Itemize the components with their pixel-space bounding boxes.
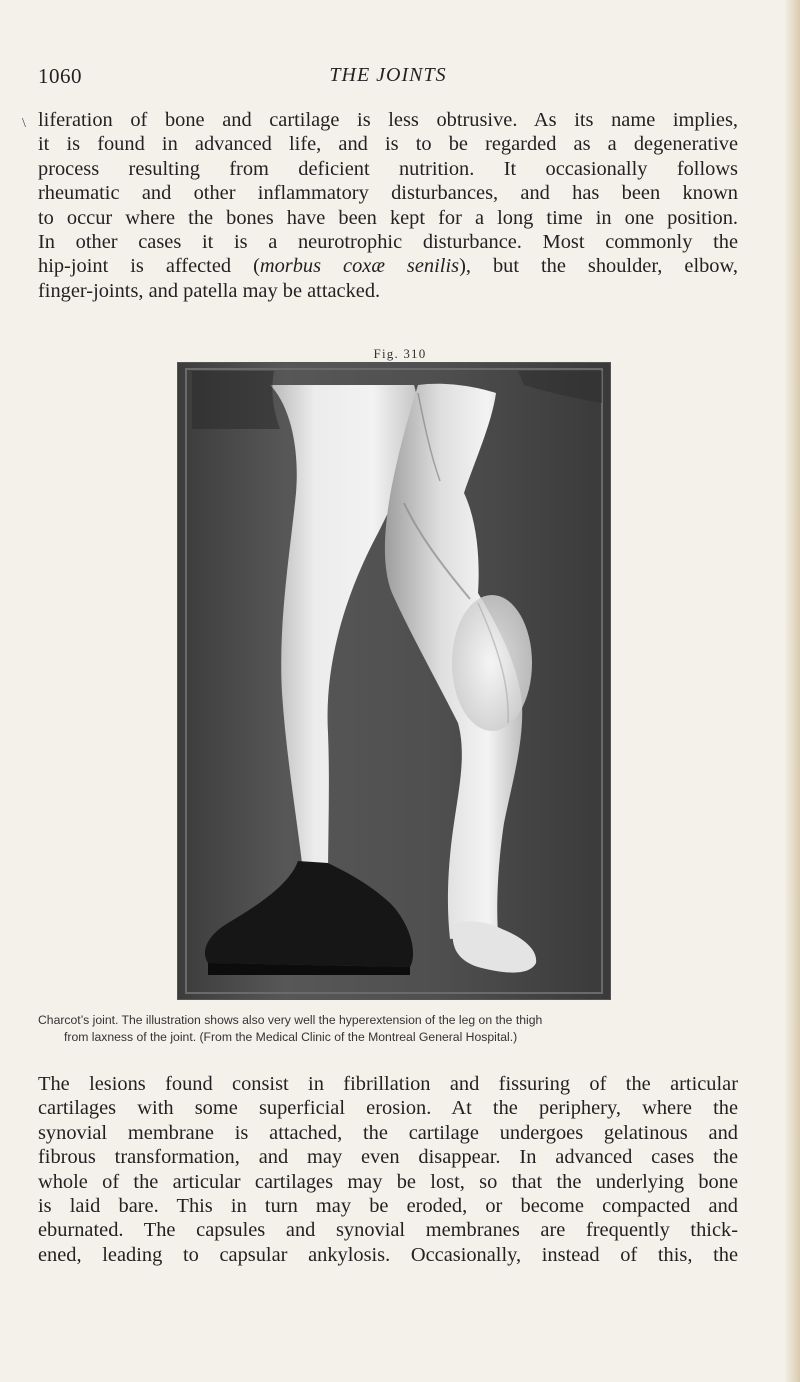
- text-line: rheumatic and other inflammatory disturbances, and has been known: [38, 182, 738, 205]
- text-line: eburnated. The capsules and synovial membranes are frequently thick-: [38, 1219, 738, 1242]
- text-line: fibrous transformation, and may even disappear. In advanced cases the: [38, 1146, 738, 1169]
- text-line: [38, 254, 738, 278]
- text-line: to occur where the bones have been kept for a long time in one position.: [38, 206, 738, 229]
- running-head: [38, 64, 738, 92]
- paragraph-1: [38, 108, 738, 303]
- page-number: 1060: [38, 64, 82, 88]
- text-line: whole of the articular cartilages may be lost, so that the underlying bone: [38, 1170, 738, 1193]
- text-line: The lesions found consist in fibrillation and fissuring of the articular: [38, 1073, 738, 1095]
- italic-term: morbus coxæ senilis: [259, 255, 460, 278]
- leg-photograph: [178, 363, 610, 999]
- margin-mark: \: [22, 116, 26, 131]
- text-fragment: ), but the shoulder, elbow,: [459, 255, 738, 278]
- figure-caption: [38, 1012, 756, 1046]
- figure-photo: [177, 362, 611, 1000]
- text-line: In other cases it is a neurotrophic disturbance. Most commonly the: [38, 231, 738, 254]
- text-line: synovial membrane is attached, the cartilage undergoes gelatinous and: [38, 1121, 738, 1144]
- text-line: is laid bare. This in turn may be eroded, or become compacted and: [38, 1195, 738, 1218]
- text-line: process resulting from deficient nutrition. It occasionally follows: [38, 157, 738, 180]
- text-line: cartilages with some superficial erosion. At the periphery, where the: [38, 1097, 738, 1120]
- text-line: ened, leading to capsular ankylosis. Occasionally, instead of this, the: [38, 1243, 738, 1266]
- running-title: THE JOINTS: [329, 64, 447, 86]
- figure-label: Fig. 310: [373, 346, 427, 361]
- paragraph-2: [38, 1072, 738, 1267]
- caption-line: from laxness of the joint. (From the Medical Clinic of the Montreal General Hospital.): [64, 1030, 518, 1044]
- page-edge-shadow: [784, 0, 800, 1382]
- text-line: finger-joints, and patella may be attacked.: [38, 279, 381, 302]
- text-line: liferation of bone and cartilage is less obtrusive. As its name implies,: [38, 109, 738, 131]
- text-fragment: hip-joint is affected (: [38, 255, 260, 278]
- caption-line: Charcot’s joint. The illustration shows also very well the hyperextension of the leg on the thigh: [38, 1013, 543, 1027]
- text-line: it is found in advanced life, and is to be regarded as a degenerative: [38, 133, 738, 156]
